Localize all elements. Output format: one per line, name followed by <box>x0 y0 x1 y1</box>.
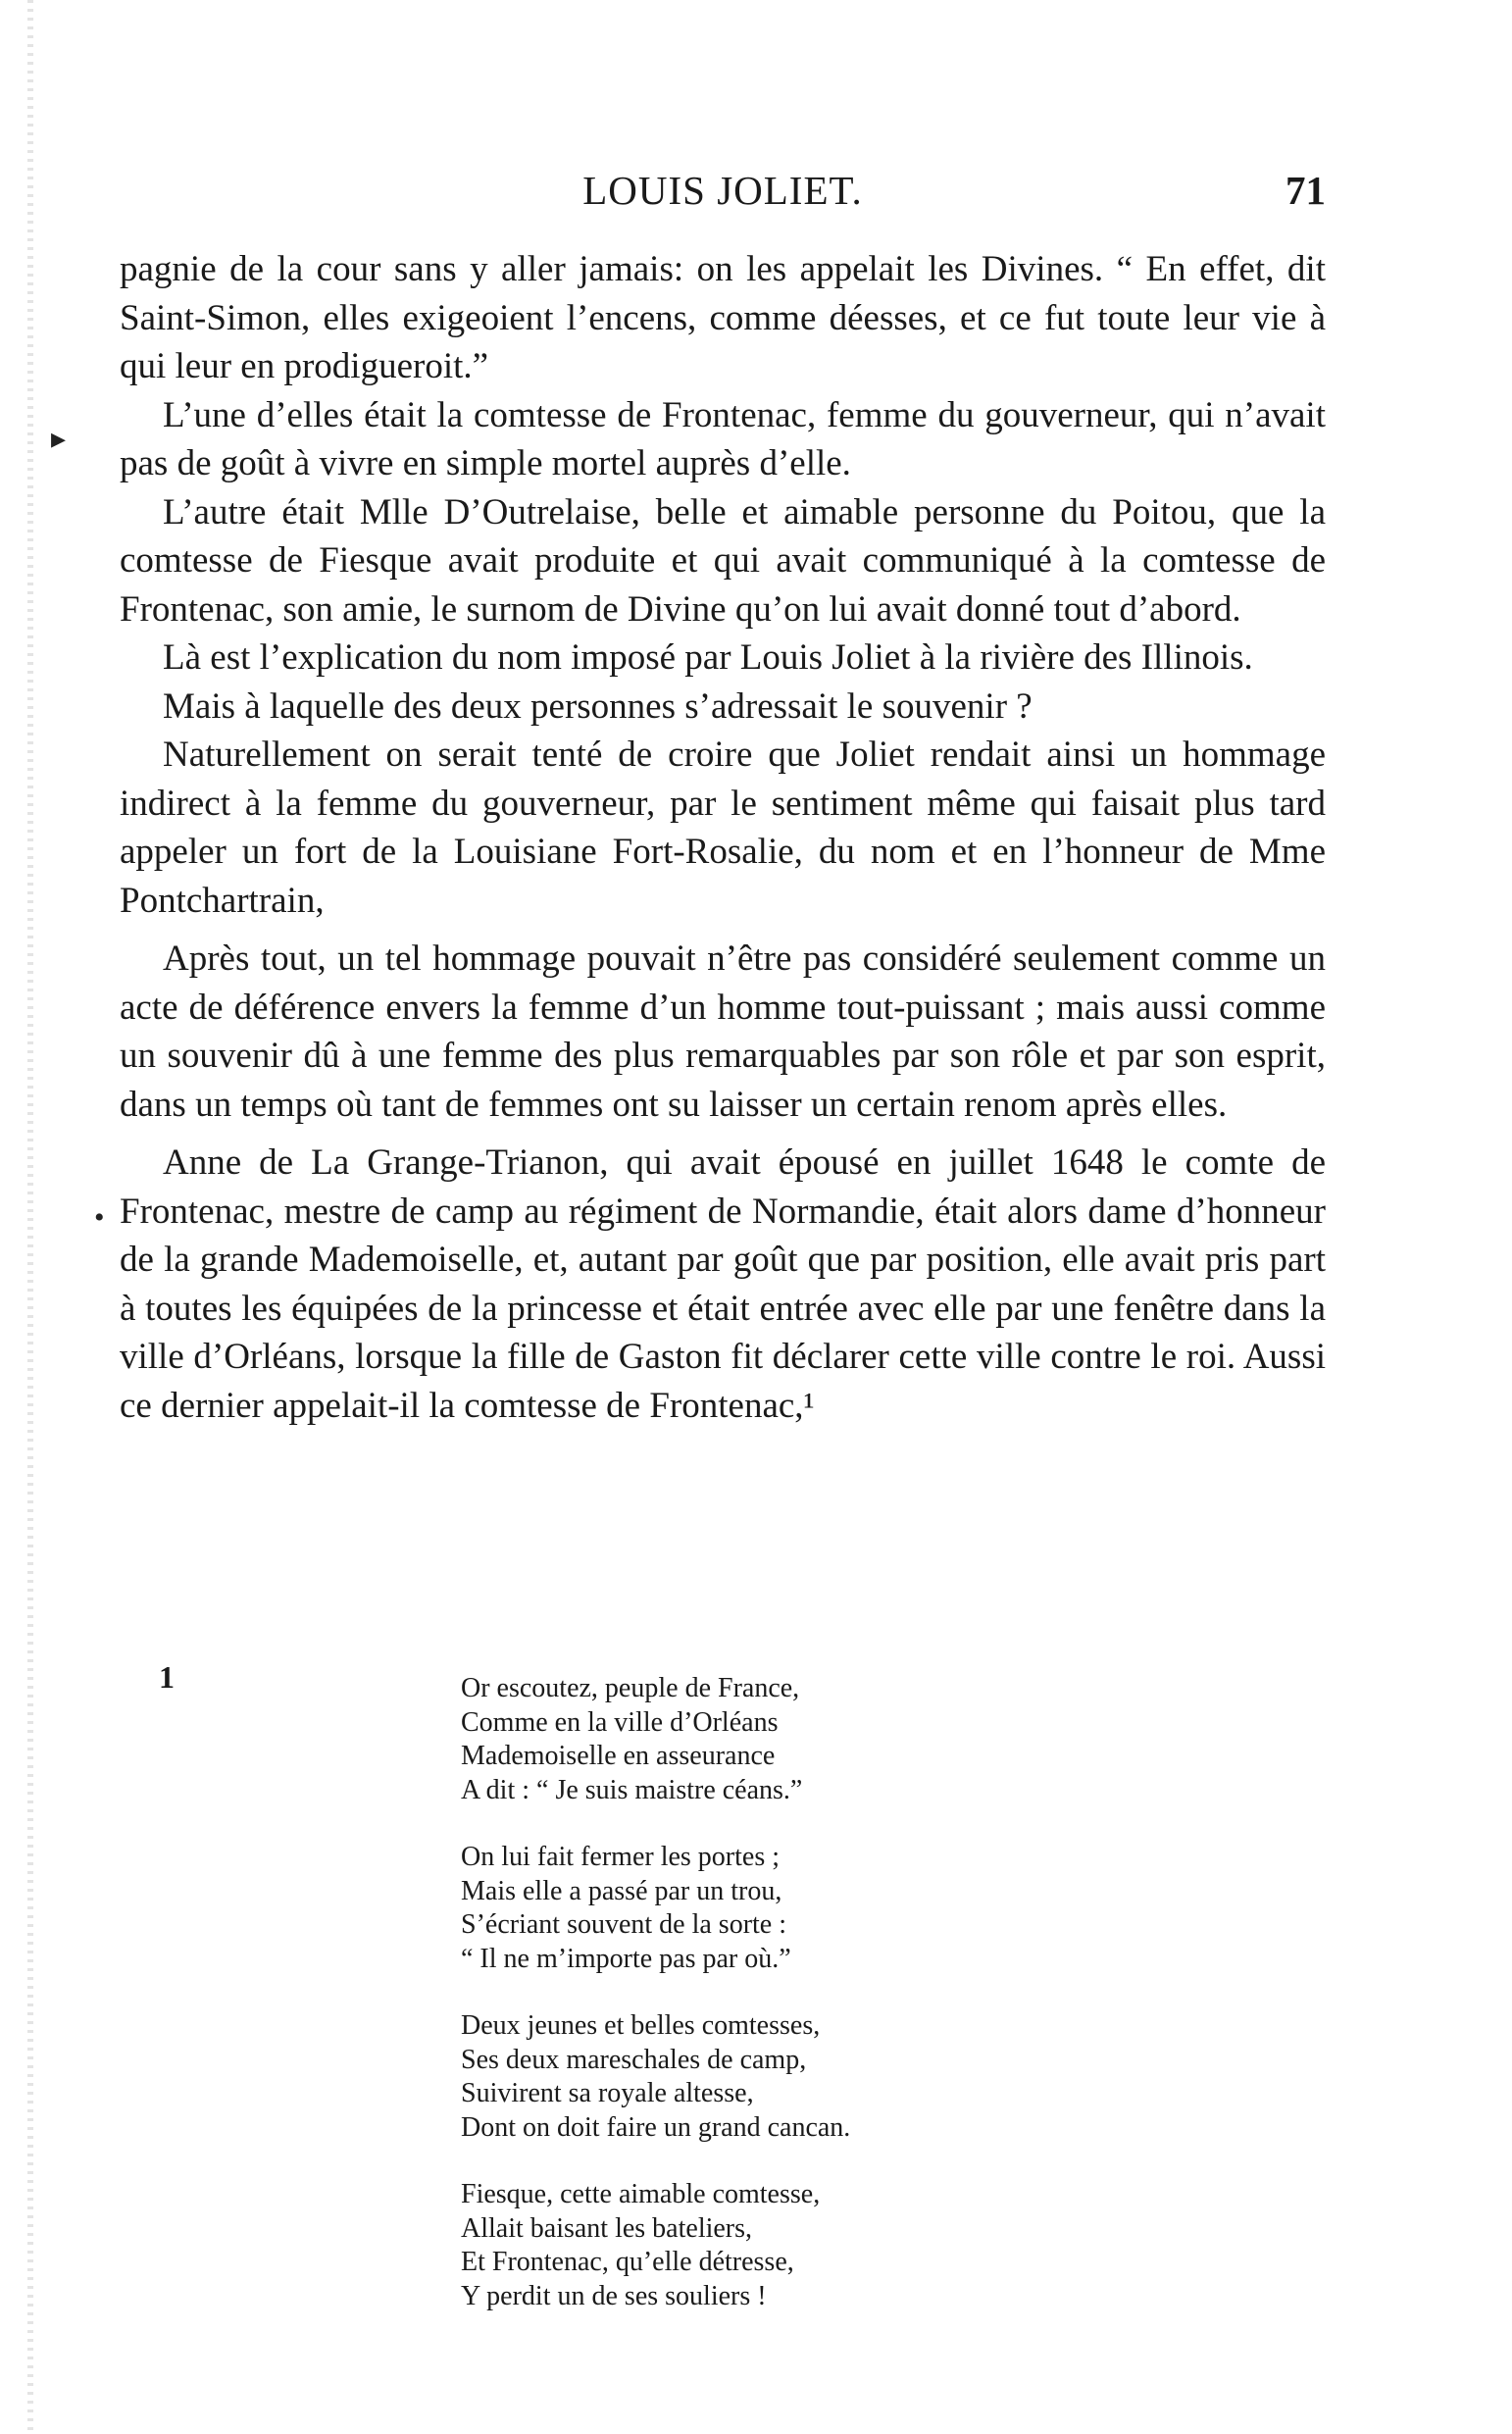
paragraph: L’autre était Mlle D’Outrelaise, belle et aimable personne du Poitou, que la comtesse de Fiesque avait produite et qui avait communiqué à la comtesse de Frontenac, son amie, le surnom de Divine qu’on lui avait donné tout d’abord. <box>120 491 1326 630</box>
paragraph: Mais à laquelle des deux personnes s’adressait le souvenir ? <box>163 685 1033 727</box>
verse-line: A dit : “ Je suis maistre céans.” <box>461 1774 803 1805</box>
paragraph: Naturellement on serait tenté de croire que Joliet rendait ainsi un hommage indirect à la femme du gouverneur, par le sentiment même qui faisait plus tard appeler un fort de la Louisiane Fort-Rosalie, du nom et en l’honneur de Mme Pontchartrain, <box>120 735 1326 921</box>
footnote-poem <box>461 1672 1265 2347</box>
binding-edge <box>27 0 33 2434</box>
verse-line: Fiesque, cette aimable comtesse, <box>461 2179 821 2209</box>
verse-line: S’écriant souvent de la sorte : <box>461 1909 787 1940</box>
poem-stanza <box>461 2178 1265 2313</box>
verse-line: Deux jeunes et belles comtesses, <box>461 2010 821 2041</box>
poem-stanza <box>461 1672 1265 1807</box>
paragraph: Après tout, un tel hommage pouvait n’être pas considéré seulement comme un acte de déférence envers la femme d’un homme tout-puissant ; mais aussi comme un souvenir dû à une femme des plus remarquables par son rôle et par son esprit, dans un temps où tant de femmes ont su laisser un certain renom après elles. <box>120 938 1326 1125</box>
page-number: 71 <box>1285 168 1326 213</box>
margin-mark: • <box>94 1201 105 1234</box>
footnote-marker: 1 <box>159 1659 175 1695</box>
verse-line: Comme en la ville d’Orléans <box>461 1706 779 1738</box>
verse-line: Et Frontenac, qu’elle détresse, <box>461 2247 794 2277</box>
verse-line: Or escoutez, peuple de France, <box>461 1673 800 1703</box>
paragraph: Anne de La Grange-Trianon, qui avait épousé en juillet 1648 le comte de Frontenac, mestre de camp au régiment de Normandie, était alors dame d’honneur de la grande Mademoiselle, et, autant par goût que par position, elle avait pris part à toutes les équipées de la princesse et était entrée avec elle par une fenêtre dans la ville d’Orléans, lorsque la fille de Gaston fit déclarer cette ville contre le roi. Aussi ce dernier appelait-il la comtesse de Frontenac,¹ <box>120 1142 1326 1426</box>
verse-line: Y perdit un de ses souliers ! <box>461 2280 767 2311</box>
paragraph: Là est l’explication du nom imposé par Louis Joliet à la rivière des Illinois. <box>163 637 1253 678</box>
verse-line: Allait baisant les bateliers, <box>461 2212 753 2244</box>
paragraph: pagnie de la cour sans y aller jamais: on les appelait les Divines. “ En effet, dit Saint-Simon, elles exigeoient l’encens, comme déesses, et ce fut toute leur vie à qui leur en prodigueroit.” <box>120 249 1326 386</box>
verse-line: Mais elle a passé par un trou, <box>461 1875 782 1906</box>
main-text <box>120 245 1326 1430</box>
poem-stanza <box>461 1841 1265 1976</box>
verse-line: On lui fait fermer les portes ; <box>461 1842 781 1872</box>
verse-line: Suivirent sa royale altesse, <box>461 2078 754 2108</box>
verse-line: Mademoiselle en asseurance <box>461 1741 776 1771</box>
poem-stanza <box>461 2009 1265 2145</box>
verse-line: “ Il ne m’importe pas par où.” <box>461 1943 791 1974</box>
running-title: LOUIS JOLIET. <box>582 168 863 213</box>
verse-line: Dont on doit faire un grand cancan. <box>461 2111 851 2143</box>
verse-line: Ses deux mareschales de camp, <box>461 2044 807 2075</box>
margin-mark: ▸ <box>51 423 67 455</box>
paragraph: L’une d’elles était la comtesse de Frontenac, femme du gouverneur, qui n’avait pas de goût à vivre en simple mortel auprès d’elle. <box>120 394 1326 483</box>
running-header <box>120 167 1326 226</box>
